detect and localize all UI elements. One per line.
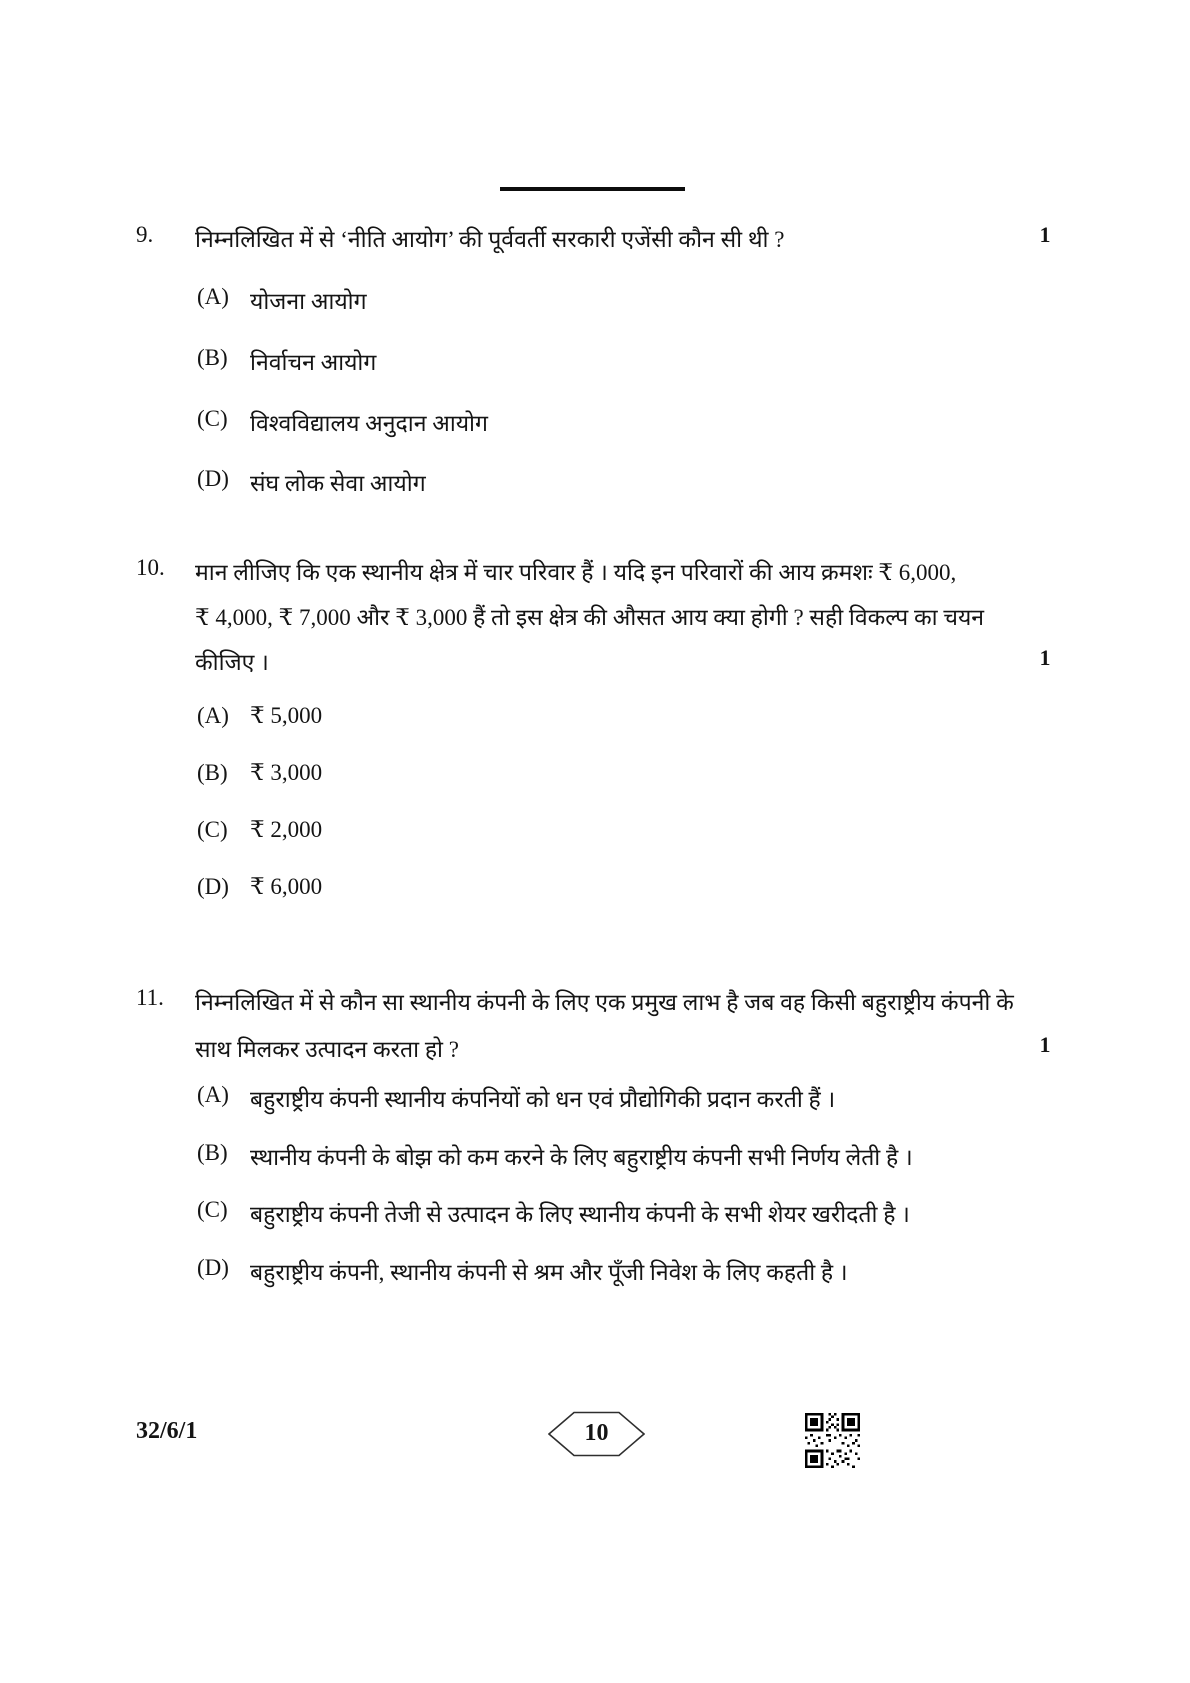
question-9-option-d	[0, 466, 1190, 500]
question-9-option-a	[0, 284, 1190, 318]
option-label: (D)	[197, 1255, 229, 1280]
option-text: योजना आयोग	[250, 289, 367, 314]
option-label: (C)	[197, 817, 228, 842]
question-10-line-1	[0, 555, 1190, 589]
question-9-text: निम्नलिखित में से ‘नीति आयोग’ की पूर्ववर्ती सरकारी एजेंसी कौन सी थी ?	[195, 227, 785, 252]
question-10-text: ₹ 4,000, ₹ 7,000 और ₹ 3,000 हैं तो इस क्षेत्र की औसत आय क्या होगी ? सही विकल्प का चयन	[195, 605, 985, 630]
question-10-text: मान लीजिए कि एक स्थानीय क्षेत्र में चार परिवार हैं । यदि इन परिवारों की आय क्रमशः ₹ 6,000,	[195, 560, 957, 585]
question-11-marks: 1	[1039, 1032, 1051, 1057]
page-number: 10	[584, 1419, 609, 1446]
question-11-option-c	[0, 1197, 1190, 1231]
question-10-option-c	[0, 817, 1190, 851]
question-11-option-d	[0, 1255, 1190, 1289]
paper-code: 32/6/1	[136, 1418, 198, 1444]
option-text: स्थानीय कंपनी के बोझ को कम करने के लिए बहुराष्ट्रीय कंपनी सभी निर्णय लेती है ।	[250, 1145, 913, 1170]
question-10-line-3	[0, 645, 1190, 679]
option-label: (C)	[197, 1197, 228, 1222]
question-11-line-1	[0, 985, 1190, 1019]
option-label: (D)	[197, 874, 229, 899]
question-11-text: साथ मिलकर उत्पादन करता हो ?	[195, 1037, 459, 1062]
question-10-option-b	[0, 760, 1190, 794]
option-label: (C)	[197, 406, 228, 431]
option-label: (A)	[197, 1082, 229, 1107]
option-text: निर्वाचन आयोग	[250, 350, 377, 375]
question-10-text: कीजिए ।	[195, 650, 269, 675]
option-label: (B)	[197, 1140, 228, 1165]
option-label: (D)	[197, 466, 229, 491]
question-9-marks: 1	[1039, 222, 1051, 247]
option-text: ₹ 5,000	[250, 703, 323, 728]
option-label: (B)	[197, 345, 228, 370]
question-9-option-b	[0, 345, 1190, 379]
option-label: (A)	[197, 284, 229, 309]
option-label: (B)	[197, 760, 228, 785]
question-11-option-b	[0, 1140, 1190, 1174]
question-11-text: निम्नलिखित में से कौन सा स्थानीय कंपनी के लिए एक प्रमुख लाभ है जब वह किसी बहुराष्ट्रीय कंपनी के	[195, 990, 1014, 1015]
question-10-option-d	[0, 874, 1190, 908]
question-9-line-1	[0, 222, 1190, 256]
section-divider	[500, 187, 685, 191]
option-text: ₹ 2,000	[250, 817, 323, 842]
option-text: संघ लोक सेवा आयोग	[250, 471, 426, 496]
option-text: ₹ 3,000	[250, 760, 323, 785]
question-9-number: 9.	[136, 222, 154, 247]
question-10-option-a	[0, 703, 1190, 737]
page-number-hexagon	[548, 1411, 645, 1457]
option-text: बहुराष्ट्रीय कंपनी तेजी से उत्पादन के लिए स्थानीय कंपनी के सभी शेयर खरीदती है ।	[250, 1202, 910, 1227]
option-text: विश्वविद्यालय अनुदान आयोग	[250, 411, 488, 436]
option-text: बहुराष्ट्रीय कंपनी स्थानीय कंपनियों को धन एवं प्रौद्योगिकी प्रदान करती हैं ।	[250, 1087, 836, 1112]
question-11-option-a	[0, 1082, 1190, 1116]
question-9-option-c	[0, 406, 1190, 440]
question-11-line-2	[0, 1032, 1190, 1066]
option-text: ₹ 6,000	[250, 874, 323, 899]
question-10-line-2	[0, 600, 1190, 634]
option-text: बहुराष्ट्रीय कंपनी, स्थानीय कंपनी से श्रम और पूँजी निवेश के लिए कहती है ।	[250, 1260, 848, 1285]
question-10-marks: 1	[1039, 645, 1051, 670]
option-label: (A)	[197, 703, 229, 728]
qr-code	[805, 1413, 860, 1468]
question-11-number: 11.	[136, 985, 164, 1010]
question-10-number: 10.	[136, 555, 165, 580]
